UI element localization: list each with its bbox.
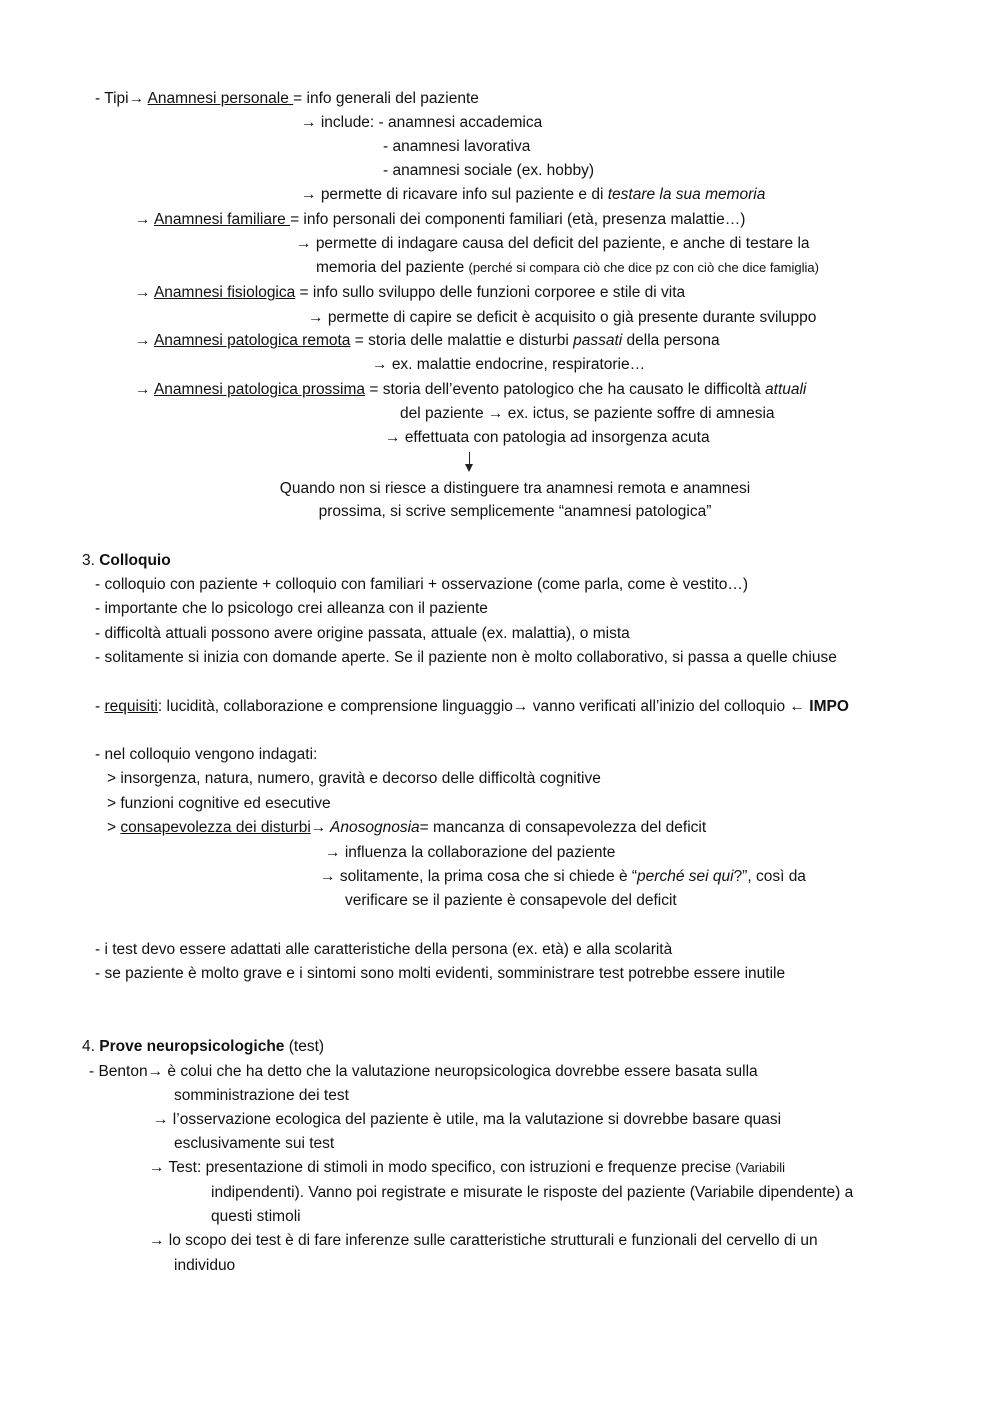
familiare-permette-line — [296, 234, 810, 254]
term-anamnesi-prossima: Anamnesi patologica prossima — [153, 381, 366, 398]
arrow-icon: → — [153, 1111, 169, 1128]
familiare-permette-1: permette di indagare causa del deficit del paziente, e anche di testare la — [315, 235, 810, 252]
ind3-prefix: > — [107, 819, 121, 836]
section-title: Prove neuropsicologiche — [99, 1038, 285, 1055]
anamnesi-note-2: prossima, si scrive semplicemente “anamnesi patologica” — [318, 503, 712, 520]
anosognosia-influenza: influenza la collaborazione del paziente — [344, 844, 616, 861]
impo-label: IMPO — [804, 698, 849, 715]
test-note-1: - i test devo essere adattati alle caratteristiche della persona (ex. età) e alla scolarità — [95, 941, 673, 958]
arrow-icon: → — [385, 429, 401, 446]
def-remota-b: della persona — [622, 332, 720, 349]
indagati-item-3 — [107, 818, 706, 838]
def-anamnesi-fisiologica: = info sullo sviluppo delle funzioni corporee e stile di vita — [295, 284, 686, 301]
fisiologica-permette: permette di capire se deficit è acquisito o già presente durante sviluppo — [327, 309, 817, 326]
benton-line — [89, 1062, 758, 1082]
benton-line-3 — [149, 1158, 785, 1178]
fisiologica-permette-line — [308, 308, 816, 328]
fisiologica-line — [135, 283, 685, 303]
section-title-rest: (test) — [284, 1038, 325, 1055]
arrow-icon: → — [135, 284, 151, 301]
term-anamnesi-familiare: Anamnesi familiare — [153, 211, 291, 228]
arrow-icon: → — [301, 114, 317, 131]
benton-text-3-small: (Variabili — [735, 1160, 786, 1175]
benton-text-2b: esclusivamente sui test — [174, 1135, 335, 1152]
term-anosognosia: Anosognosia — [326, 819, 420, 836]
personale-item-sociale: - anamnesi sociale (ex. hobby) — [383, 162, 595, 179]
requisiti-line — [95, 697, 849, 717]
arrow-icon: → — [296, 235, 312, 252]
term-requisiti: requisiti — [104, 698, 158, 715]
def-prossima-italic: attuali — [765, 381, 807, 398]
benton-text-4b: individuo — [174, 1257, 236, 1274]
section-heading-colloquio — [82, 551, 171, 571]
def-remota-a: = storia delle malattie e disturbi — [350, 332, 574, 349]
req-text: : lucidità, collaborazione e comprensione linguaggio — [157, 698, 513, 715]
personale-permette-line — [301, 185, 765, 205]
benton-text-1b: somministrazione dei test — [174, 1087, 349, 1104]
prossima-line-3 — [385, 428, 710, 448]
arrow-icon: → — [149, 1159, 165, 1176]
anosognosia-sub-3: verificare se il paziente è consapevole del deficit — [345, 892, 677, 909]
benton-text-3c: questi stimoli — [211, 1208, 301, 1225]
tipi-label: - Tipi — [95, 90, 129, 107]
def-prossima-a: = storia dell’evento patologico che ha causato le difficoltà — [365, 381, 766, 398]
remota-ex-line — [372, 355, 645, 375]
req-text-2: vanno verificati all’inizio del colloquio — [528, 698, 790, 715]
arrow-icon: → — [147, 1063, 164, 1080]
indagati-item-1: > insorgenza, natura, numero, gravità e decorso delle difficoltà cognitive — [107, 770, 601, 787]
anamnesi-note-1: Quando non si riesce a distinguere tra anamnesi remota e anamnesi — [279, 480, 751, 497]
benton-text-4: lo scopo dei test è di fare inferenze sulle caratteristiche strutturali e funzionali del cervello di un — [164, 1232, 818, 1249]
familiare-permette-2-small: (perché si compara ciò che dice pz con ciò che dice famiglia) — [468, 260, 819, 275]
arrow-icon: → — [372, 356, 388, 373]
req-dash: - — [95, 698, 105, 715]
personale-item-lavorativa: - anamnesi lavorativa — [383, 138, 531, 155]
arrow-icon: → — [512, 698, 529, 715]
benton-text-2: l’osservazione ecologica del paziente è utile, ma la valutazione si dovrebbe basare quasi — [168, 1111, 782, 1128]
anosognosia-def: = mancanza di consapevolezza del deficit — [419, 819, 707, 836]
prossima-line-2a: del paziente — [400, 405, 488, 422]
def-remota-italic: passati — [573, 332, 623, 349]
arrow-icon: → — [320, 868, 336, 885]
colloquio-line-1: - colloquio con paziente + colloquio con familiari + osservazione (come parla, come è vestito…) — [95, 576, 749, 593]
personale-include-line — [301, 113, 542, 133]
term-consapevolezza: consapevolezza dei disturbi — [120, 819, 311, 836]
term-anamnesi-fisiologica: Anamnesi fisiologica — [153, 284, 296, 301]
prossima-line-2b: ex. ictus, se paziente soffre di amnesia — [503, 405, 775, 422]
benton-text-3b: indipendenti). Vanno poi registrate e misurate le risposte del paziente (Variabile dipendente) a — [211, 1184, 854, 1201]
benton-line-4 — [149, 1231, 818, 1251]
term-anamnesi-remota: Anamnesi patologica remota — [153, 332, 351, 349]
anosognosia-sub-2 — [320, 867, 806, 887]
anosognosia-question: perché sei qui — [637, 868, 734, 885]
arrow-icon: → — [149, 1232, 165, 1249]
tipi-line — [95, 89, 479, 109]
anosognosia-sub-2b: ?”, così da — [733, 868, 806, 885]
section-number: 3. — [82, 552, 100, 569]
test-note-2: - se paziente è molto grave e i sintomi sono molti evidenti, somministrare test potrebbe essere inutile — [95, 965, 786, 982]
section-title: Colloquio — [99, 552, 171, 569]
personale-permette: permette di ricavare info sul paziente e di — [320, 186, 608, 203]
benton-text-1: è colui che ha detto che la valutazione neuropsicologica dovrebbe essere basata sulla — [163, 1063, 758, 1080]
benton-text-3: Test: presentazione di stimoli in modo specifico, con istruzioni e frequenze precise — [164, 1159, 736, 1176]
indagati-item-2: > funzioni cognitive ed esecutive — [107, 795, 331, 812]
remota-ex: ex. malattie endocrine, respiratorie… — [391, 356, 646, 373]
colloquio-line-3: - difficoltà attuali possono avere origine passata, attuale (ex. malattia), o mista — [95, 625, 630, 642]
personale-include: include: - anamnesi accademica — [320, 114, 543, 131]
colloquio-line-2: - importante che lo psicologo crei alleanza con il paziente — [95, 600, 488, 617]
familiare-permette-2: memoria del paziente — [316, 259, 469, 276]
prossima-line — [135, 380, 806, 400]
arrow-icon: → — [135, 211, 151, 228]
colloquio-line-4: - solitamente si inizia con domande aperte. Se il paziente non è molto collaborativo, si passa a quelle chiuse — [95, 649, 837, 666]
indagati-heading: - nel colloquio vengono indagati: — [95, 746, 318, 763]
arrow-icon: → — [325, 844, 341, 861]
anosognosia-sub-1 — [325, 843, 615, 863]
left-arrow-icon: ← — [789, 698, 805, 715]
arrow-icon: → — [135, 332, 151, 349]
arrow-icon: → — [301, 186, 317, 203]
familiare-permette-line-2 — [316, 258, 819, 278]
arrow-icon: → — [308, 309, 324, 326]
section-heading-prove — [82, 1037, 324, 1057]
personale-permette-italic: testare la sua memoria — [607, 186, 766, 203]
def-anamnesi-familiare: = info personali dei componenti familiari (età, presenza malattie…) — [290, 211, 746, 228]
arrow-icon: → — [487, 405, 504, 422]
arrow-icon: → — [135, 381, 151, 398]
prossima-line-2 — [400, 404, 775, 424]
term-anamnesi-personale: Anamnesi personale — [147, 90, 294, 107]
benton-label: - Benton — [89, 1063, 148, 1080]
arrow-icon: → — [128, 90, 145, 107]
familiare-line — [135, 210, 745, 230]
remota-line — [135, 331, 720, 351]
section-number: 4. — [82, 1038, 100, 1055]
anosognosia-sub-2a: solitamente, la prima cosa che si chiede è “ — [339, 868, 638, 885]
benton-line-2 — [153, 1110, 781, 1130]
arrow-icon: → — [310, 819, 327, 836]
prossima-effettuata: effettuata con patologia ad insorgenza acuta — [404, 429, 710, 446]
def-anamnesi-personale: = info generali del paziente — [293, 90, 479, 107]
